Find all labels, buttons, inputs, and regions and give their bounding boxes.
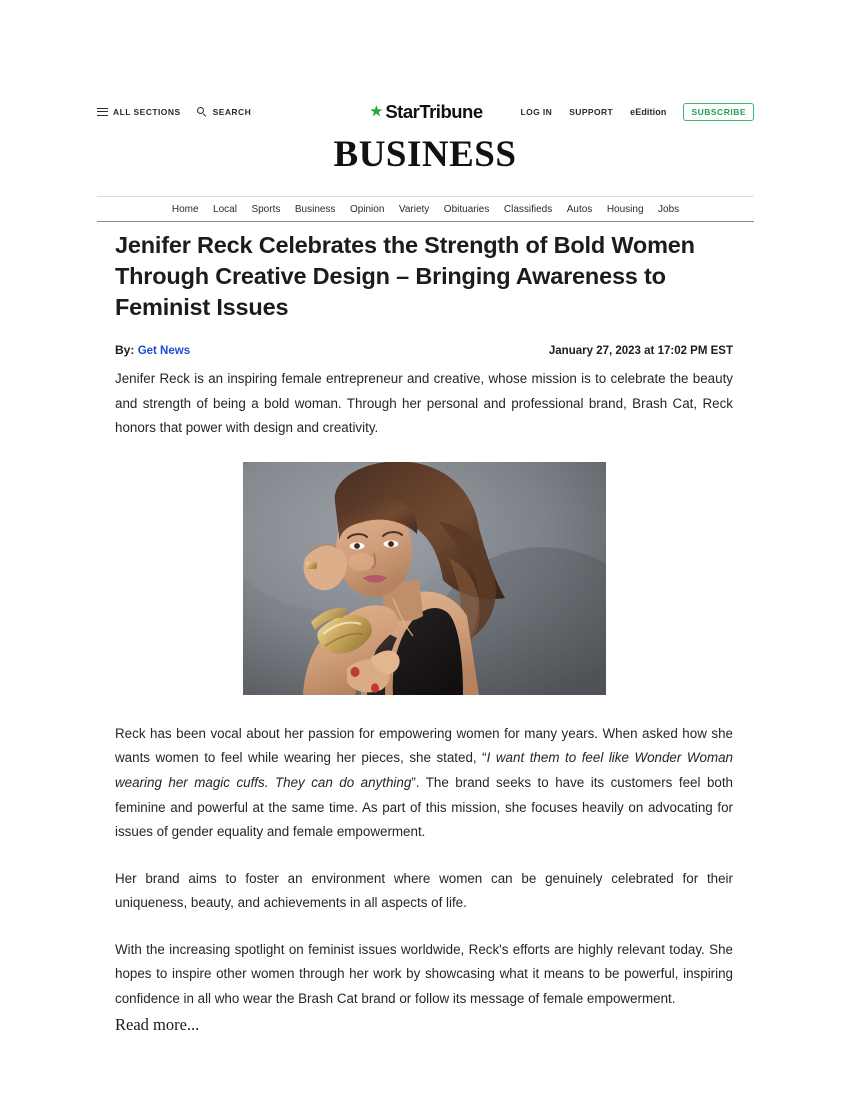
paragraph-2-tail: ”. The brand seeks to have its customers feel both feminine and powerful at the same time. As part of this mission, she focuses heavily on advocating for issues of gender equality and female empowerment.: [115, 775, 734, 840]
nav-item-local[interactable]: Local: [213, 203, 237, 215]
article-paragraph-4: With the increasing spotlight on feminist issues worldwide, Reck's efforts are highly relevant today. She hopes to inspire other women through her work by showcasing what it means to be powerful, inspiring confidence in all who wear the Brash Cat brand or follow its message of female empowerment.: [115, 941, 733, 1006]
nav-item-business[interactable]: Business: [294, 203, 336, 215]
article-figure: [115, 462, 733, 700]
article-photo: [243, 462, 606, 695]
nav-item-sports[interactable]: Sports: [251, 203, 281, 215]
read-more-link[interactable]: Read more...: [115, 1015, 200, 1035]
eedition-link[interactable]: eEdition: [630, 107, 667, 117]
all-sections-label: ALL SECTIONS: [113, 107, 181, 117]
all-sections-button[interactable]: [97, 107, 181, 117]
paragraph-2-lead: Reck has been vocal about her passion for empowering women for many years. When asked how she wants women to feel while wearing her pieces, she stated, “: [115, 725, 733, 766]
header-left-group: [97, 107, 251, 118]
site-header: [97, 100, 754, 124]
section-masthead: [0, 136, 850, 173]
startribune-logo[interactable]: [368, 101, 482, 123]
byline-author-link[interactable]: Get News: [137, 345, 191, 358]
hamburger-icon: [97, 108, 108, 117]
article-pull-quote: I want them to feel like Wonder Woman wearing her magic cuffs. They can do anything: [115, 750, 733, 790]
nav-item-housing[interactable]: Housing: [606, 203, 644, 215]
nav-item-home[interactable]: Home: [171, 203, 199, 215]
article-paragraph-3: Her brand aims to foster an environment where women can be genuinely celebrated for their uniqueness, beauty, and achievements in all aspects of life.: [115, 870, 733, 911]
article-meta: [115, 343, 733, 357]
article-paragraph-2: [115, 722, 733, 845]
nav-item-variety[interactable]: Variety: [398, 203, 430, 215]
nav-item-jobs[interactable]: Jobs: [658, 203, 680, 215]
nav-item-obituaries[interactable]: Obituaries: [443, 203, 490, 215]
article-headline: Jenifer Reck Celebrates the Strength of Bold Women Through Creative Design – Bringing Awareness to Feminist Issues: [115, 232, 695, 320]
login-link[interactable]: LOG IN: [520, 107, 553, 117]
article-paragraph-1: Jenifer Reck is an inspiring female entrepreneur and creative, whose mission is to celebrate the beauty and strength of being a bold woman. Through her personal and professional brand, Brash Cat, Reck honors that power with design and creativity.: [115, 371, 733, 436]
nav-item-classifieds[interactable]: Classifieds: [503, 203, 553, 215]
search-button[interactable]: [197, 107, 252, 118]
search-icon: [197, 107, 208, 118]
section-nav: [97, 196, 754, 222]
nav-item-opinion[interactable]: Opinion: [349, 203, 385, 215]
byline-prefix: By:: [115, 343, 135, 358]
byline: [115, 343, 190, 357]
brand-name: StarTribune: [385, 101, 483, 122]
publish-date: January 27, 2023 at 17:02 PM EST: [548, 345, 733, 358]
star-icon: [368, 104, 383, 119]
nav-item-autos[interactable]: Autos: [566, 203, 593, 215]
subscribe-button[interactable]: SUBSCRIBE: [683, 103, 754, 121]
header-right-group: [521, 103, 754, 121]
support-link[interactable]: SUPPORT: [569, 107, 614, 117]
section-title: BUSINESS: [333, 134, 517, 175]
article: [115, 230, 733, 1036]
search-label: SEARCH: [212, 107, 252, 117]
